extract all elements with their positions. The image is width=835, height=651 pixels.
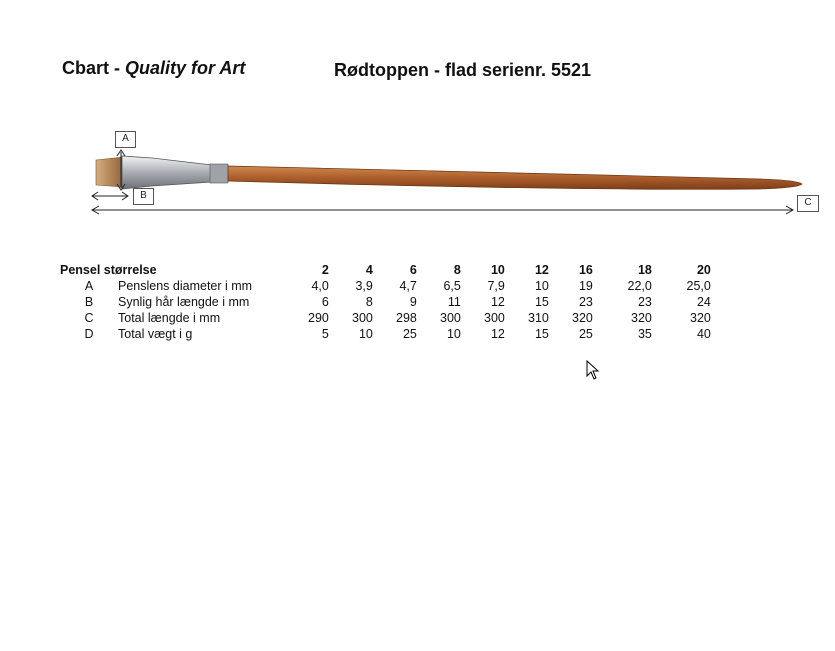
table-header-row xyxy=(60,262,711,278)
row-label: Total vægt i g xyxy=(118,327,193,341)
product-title: Rødtoppen - flad serienr. 5521 xyxy=(334,60,592,80)
size-header: 20 xyxy=(696,263,711,277)
row-code: B xyxy=(84,295,94,309)
table-cell: 12 xyxy=(490,327,505,341)
table-cell: 23 xyxy=(578,295,593,309)
dimension-c-label: C xyxy=(797,195,819,212)
table-cell: 6,5 xyxy=(443,279,461,293)
size-header: 16 xyxy=(578,263,593,277)
table-cell: 300 xyxy=(352,311,373,325)
table-cell: 10 xyxy=(534,279,549,293)
row-code: C xyxy=(84,311,94,325)
size-header: 10 xyxy=(490,263,505,277)
table-cell: 300 xyxy=(440,311,461,325)
table-cell: 320 xyxy=(572,311,593,325)
table-cell: 298 xyxy=(396,311,417,325)
row-label: Penslens diameter i mm xyxy=(118,279,253,293)
size-header: 18 xyxy=(637,263,652,277)
mouse-cursor-icon xyxy=(586,360,600,380)
table-cell: 23 xyxy=(637,295,652,309)
table-header-label: Pensel størrelse xyxy=(60,263,157,277)
table-cell: 320 xyxy=(690,311,711,325)
brush-size-table xyxy=(60,262,711,342)
table-cell: 9 xyxy=(409,295,417,309)
table-cell: 11 xyxy=(447,295,461,309)
table-cell: 310 xyxy=(528,311,549,325)
brush-ferrule-crimp xyxy=(210,164,228,183)
table-cell: 12 xyxy=(490,295,505,309)
brush-bristles xyxy=(96,157,124,187)
table-cell: 35 xyxy=(637,327,652,341)
row-label: Synlig hår længde i mm xyxy=(118,295,250,309)
table-cell: 10 xyxy=(358,327,373,341)
table-cell: 4,0 xyxy=(311,279,329,293)
table-cell: 22,0 xyxy=(627,279,652,293)
table-row xyxy=(60,294,711,310)
dimension-b-label: B xyxy=(133,188,154,205)
table-row xyxy=(60,310,711,326)
table-cell: 15 xyxy=(534,327,549,341)
size-header: 4 xyxy=(365,263,373,277)
table-cell: 15 xyxy=(534,295,549,309)
table-cell: 7,9 xyxy=(487,279,505,293)
brush-diagram xyxy=(0,0,835,240)
dimension-a-label: A xyxy=(115,131,136,148)
table-cell: 300 xyxy=(484,311,505,325)
size-header: 12 xyxy=(534,263,549,277)
table-cell: 320 xyxy=(631,311,652,325)
brush-handle xyxy=(228,166,802,189)
table-cell: 290 xyxy=(308,311,329,325)
size-header: 8 xyxy=(453,263,461,277)
size-header: 6 xyxy=(409,263,417,277)
table-cell: 19 xyxy=(578,279,593,293)
table-row xyxy=(60,326,711,342)
table-cell: 5 xyxy=(321,327,329,341)
row-label: Total længde i mm xyxy=(118,311,221,325)
table-cell: 10 xyxy=(446,327,461,341)
brand-name: Cbart - xyxy=(62,58,120,78)
table-row xyxy=(60,278,711,294)
row-code: A xyxy=(84,279,94,293)
table-cell: 3,9 xyxy=(355,279,373,293)
table-cell: 4,7 xyxy=(399,279,417,293)
brand-tagline: Quality for Art xyxy=(125,58,246,78)
table-cell: 24 xyxy=(696,295,711,309)
table-cell: 40 xyxy=(696,327,711,341)
table-cell: 25 xyxy=(578,327,593,341)
size-header: 2 xyxy=(321,263,329,277)
row-code: D xyxy=(84,327,94,341)
table-cell: 6 xyxy=(321,295,329,309)
table-cell: 8 xyxy=(365,295,373,309)
table-cell: 25 xyxy=(402,327,417,341)
table-cell: 25,0 xyxy=(686,279,711,293)
